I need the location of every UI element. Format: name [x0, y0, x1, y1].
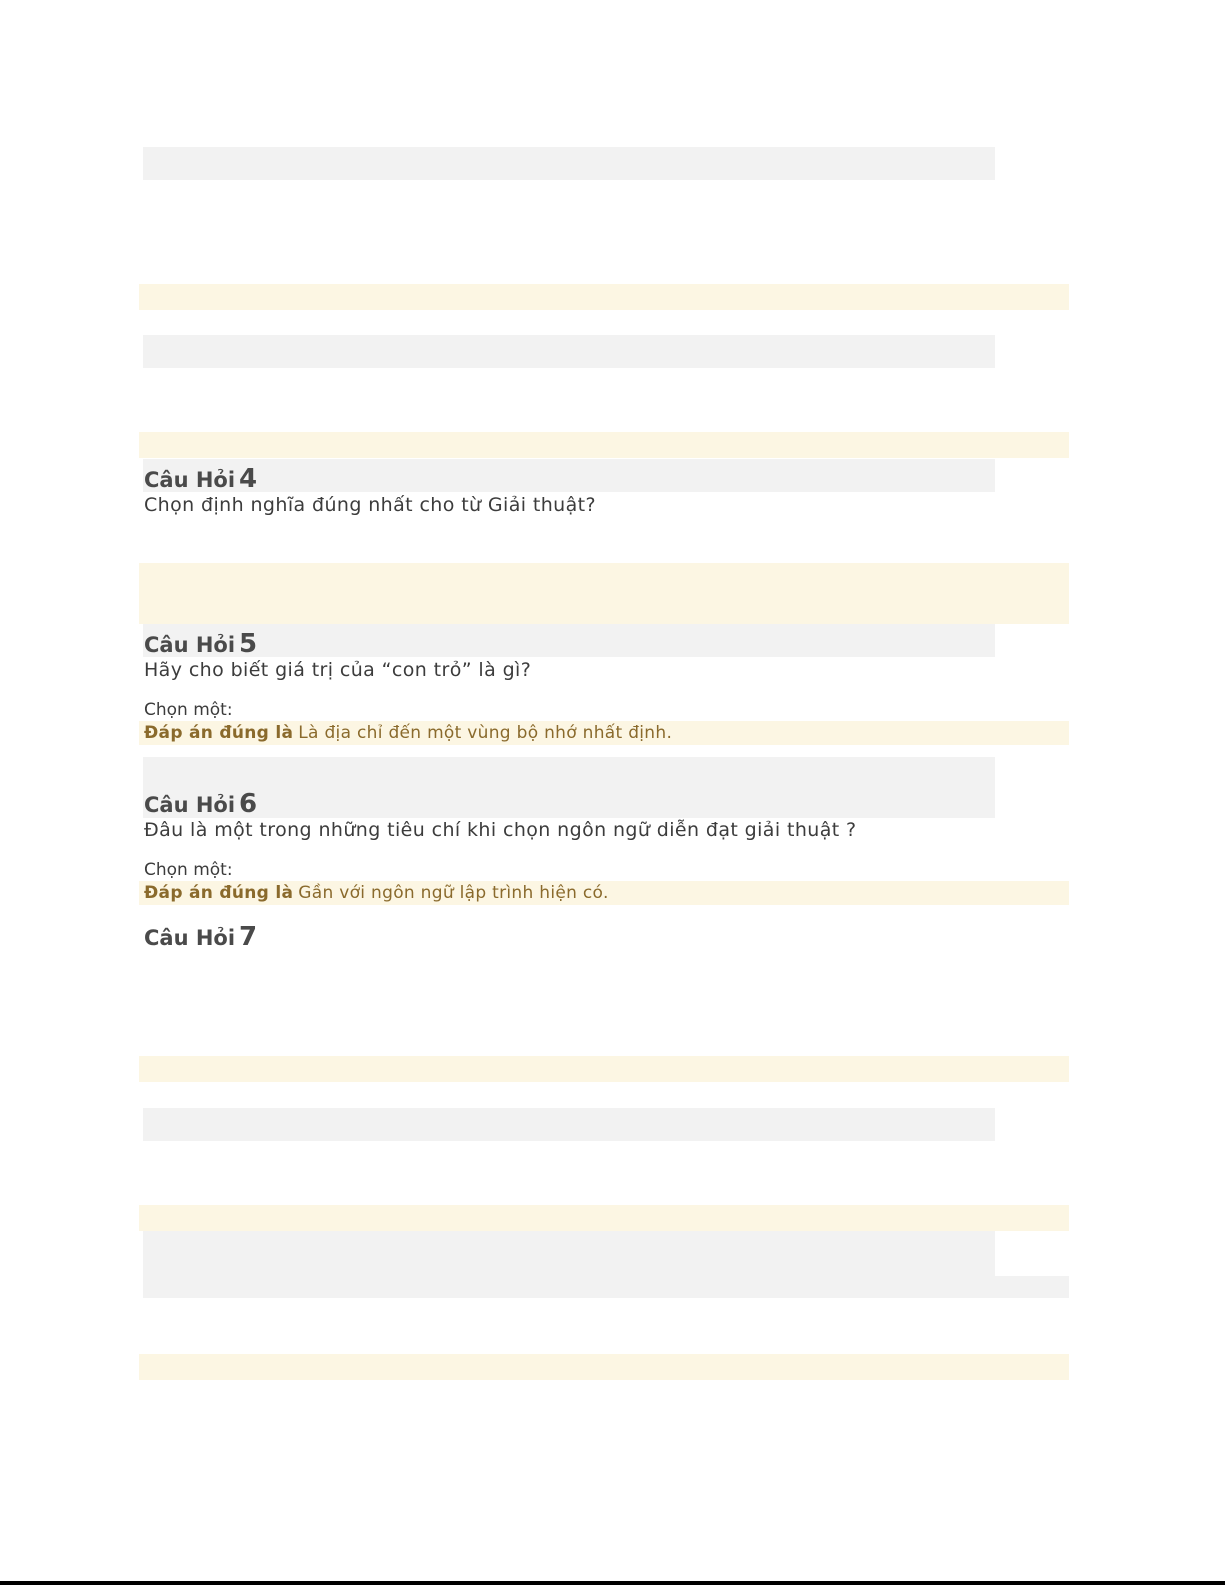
correct-answer-text: Là địa chỉ đến một vùng bộ nhớ nhất định. [298, 723, 673, 743]
question-number: 4 [239, 464, 258, 494]
question-number: 7 [239, 922, 258, 952]
question-header-band [143, 335, 995, 368]
choose-one-label: Chọn một: [144, 860, 233, 880]
question-label: Câu Hỏi [144, 793, 236, 817]
question-text: Đâu là một trong những tiêu chí khi chọn ngôn ngữ diễn đạt giải thuật ? [144, 819, 857, 841]
feedback-band [139, 1056, 1069, 1082]
question-number: 6 [239, 789, 258, 819]
question-header-band [995, 1276, 1069, 1298]
question-label: Câu Hỏi [144, 926, 236, 950]
feedback-band [139, 1205, 1069, 1231]
question-number: 5 [239, 629, 258, 659]
question-title [144, 466, 257, 492]
correct-answer [144, 725, 672, 742]
correct-answer [144, 885, 609, 902]
page-bottom-edge [0, 1581, 1225, 1585]
feedback-band [139, 284, 1069, 310]
question-label: Câu Hỏi [144, 633, 236, 657]
question-title [144, 631, 257, 657]
question-header-band [143, 757, 995, 818]
correct-answer-text: Gần với ngôn ngữ lập trình hiện có. [298, 883, 609, 903]
feedback-band [139, 563, 1069, 624]
question-label: Câu Hỏi [144, 468, 236, 492]
question-header-band [143, 624, 995, 657]
question-header-band [143, 147, 995, 180]
question-text: Hãy cho biết giá trị của “con trỏ” là gì? [144, 659, 532, 681]
question-text: Chọn định nghĩa đúng nhất cho từ Giải thuật? [144, 494, 597, 516]
correct-answer-prefix: Đáp án đúng là [144, 723, 294, 743]
feedback-band [139, 432, 1069, 458]
question-header-band [143, 459, 995, 492]
question-title [144, 791, 257, 817]
feedback-band [139, 1354, 1069, 1380]
choose-one-label: Chọn một: [144, 700, 233, 720]
correct-answer-prefix: Đáp án đúng là [144, 883, 294, 903]
question-header-band [143, 1108, 995, 1141]
question-title [144, 924, 257, 950]
question-header-band [143, 1231, 995, 1298]
